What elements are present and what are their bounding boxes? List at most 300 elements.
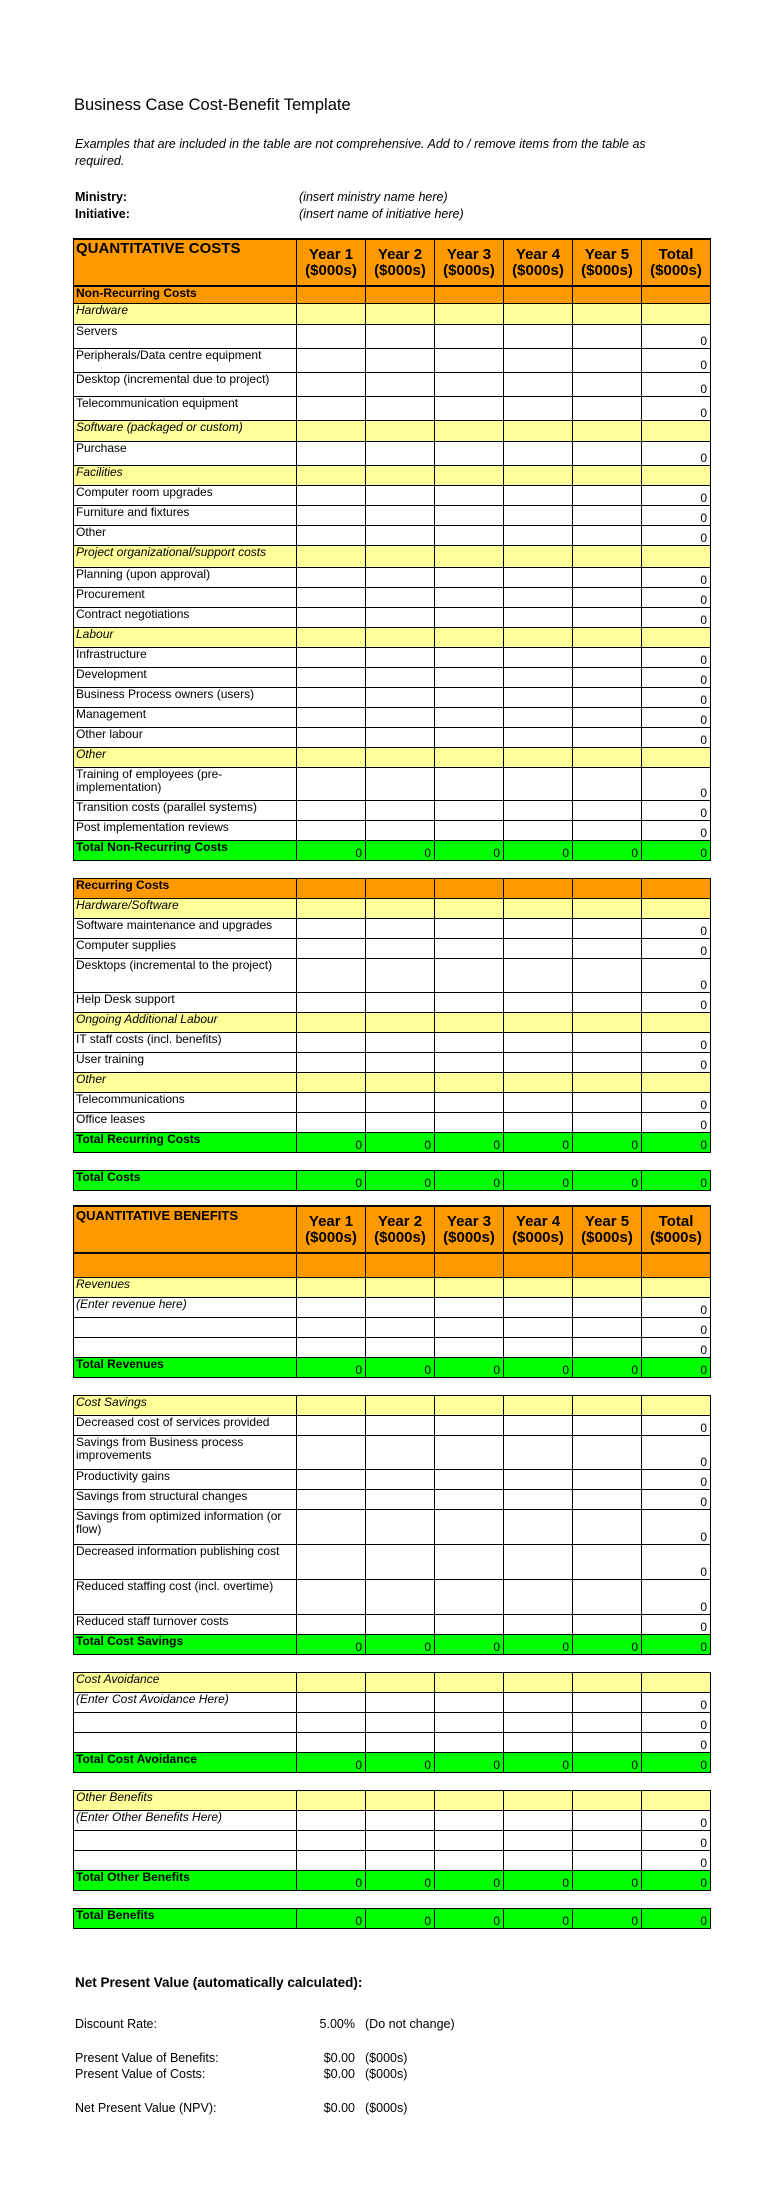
row-label[interactable]: Decreased information publishing cost (74, 1544, 297, 1579)
year-cell[interactable] (366, 1052, 435, 1072)
pv-benefits-unit: ($000s) (365, 2051, 408, 2065)
year-cell[interactable] (366, 1489, 435, 1509)
year-cell[interactable] (297, 1032, 366, 1052)
year-cell[interactable] (504, 1489, 573, 1509)
row-label[interactable]: (Enter Other Benefits Here) (74, 1810, 297, 1830)
year-cell[interactable] (297, 767, 366, 800)
year-cell[interactable] (297, 372, 366, 396)
year-cell[interactable] (573, 1415, 642, 1435)
year-cell[interactable] (366, 1469, 435, 1489)
year-cell[interactable] (435, 1469, 504, 1489)
year-cell[interactable] (573, 525, 642, 545)
year-cell[interactable] (435, 587, 504, 607)
year-cell[interactable] (504, 727, 573, 747)
year-cell[interactable] (297, 727, 366, 747)
year-cell[interactable] (573, 820, 642, 840)
year-cell[interactable] (573, 505, 642, 525)
year-cell[interactable] (366, 1850, 435, 1870)
row-label[interactable]: Computer supplies (74, 938, 297, 958)
row-label[interactable]: Furniture and fixtures (74, 505, 297, 525)
year-cell[interactable] (504, 587, 573, 607)
year-cell[interactable] (504, 372, 573, 396)
year-cell[interactable] (366, 1579, 435, 1614)
year-cell[interactable] (504, 1544, 573, 1579)
year-cell[interactable] (435, 992, 504, 1012)
year-cell[interactable] (297, 1489, 366, 1509)
row-label[interactable]: Post implementation reviews (74, 820, 297, 840)
year-cell[interactable] (366, 958, 435, 992)
year-cell[interactable] (297, 1112, 366, 1132)
year-cell[interactable] (366, 348, 435, 372)
year-cell[interactable] (435, 525, 504, 545)
year-cell[interactable] (297, 396, 366, 420)
year-cell[interactable] (297, 958, 366, 992)
year-cell[interactable] (366, 1032, 435, 1052)
year-cell[interactable] (504, 1732, 573, 1752)
year-cell[interactable] (366, 1337, 435, 1357)
row-label[interactable]: Savings from optimized information (or flow) (74, 1509, 297, 1544)
row-label[interactable]: Savings from structural changes (74, 1489, 297, 1509)
row-label[interactable]: Purchase (74, 441, 297, 465)
year-cell[interactable] (366, 1692, 435, 1712)
year-cell[interactable] (366, 1297, 435, 1317)
year-cell[interactable] (435, 324, 504, 348)
year-cell[interactable] (435, 1850, 504, 1870)
year-cell[interactable] (504, 348, 573, 372)
year-cell[interactable] (435, 1415, 504, 1435)
year-cell[interactable] (297, 485, 366, 505)
row-label[interactable] (74, 1850, 297, 1870)
year-cell[interactable] (504, 667, 573, 687)
year-cell[interactable] (366, 587, 435, 607)
year-cell[interactable] (297, 992, 366, 1012)
year-cell[interactable] (435, 348, 504, 372)
year-cell[interactable] (366, 485, 435, 505)
total-cell (642, 878, 711, 898)
year-cell[interactable] (573, 1712, 642, 1732)
year-cell[interactable] (297, 1317, 366, 1337)
year-cell[interactable] (573, 607, 642, 627)
row-label[interactable]: Office leases (74, 1112, 297, 1132)
year-cell[interactable] (297, 505, 366, 525)
year-cell[interactable] (366, 1415, 435, 1435)
year-cell[interactable] (366, 525, 435, 545)
row-label[interactable]: Desktop (incremental due to project) (74, 372, 297, 396)
year-cell[interactable] (297, 1509, 366, 1544)
year-cell[interactable] (435, 1509, 504, 1544)
costs-header-row (74, 239, 711, 286)
year-cell[interactable] (504, 1435, 573, 1469)
year-cell[interactable] (573, 958, 642, 992)
row-label[interactable]: Business Process owners (users) (74, 687, 297, 707)
year-cell[interactable] (366, 1317, 435, 1337)
year-cell[interactable] (504, 1032, 573, 1052)
year-cell[interactable] (504, 707, 573, 727)
year-cell[interactable] (435, 485, 504, 505)
year-cell (504, 1253, 573, 1277)
year-cell[interactable] (573, 1810, 642, 1830)
year-cell[interactable] (435, 727, 504, 747)
row-label[interactable]: Management (74, 707, 297, 727)
year-cell[interactable] (297, 918, 366, 938)
year-cell (297, 286, 366, 303)
year-cell[interactable] (573, 348, 642, 372)
year-cell: 0 (504, 840, 573, 860)
year-cell[interactable] (435, 1112, 504, 1132)
year-cell[interactable] (573, 485, 642, 505)
year-cell[interactable] (366, 992, 435, 1012)
year-cell[interactable] (297, 1810, 366, 1830)
year-cell[interactable] (504, 1579, 573, 1614)
year-cell[interactable] (366, 505, 435, 525)
total-cell: 0 (642, 687, 711, 707)
row-label[interactable] (74, 1317, 297, 1337)
year-cell[interactable] (504, 1712, 573, 1732)
year-cell[interactable] (573, 938, 642, 958)
year-cell[interactable] (504, 1337, 573, 1357)
year-cell (573, 303, 642, 324)
year-cell[interactable] (504, 396, 573, 420)
year-cell[interactable] (573, 1112, 642, 1132)
year-cell[interactable] (366, 1712, 435, 1732)
year-cell[interactable] (435, 396, 504, 420)
year-cell[interactable] (573, 1052, 642, 1072)
year-cell[interactable] (297, 1435, 366, 1469)
year-cell: 0 (573, 1870, 642, 1890)
row-label[interactable] (74, 1712, 297, 1732)
year-cell[interactable] (297, 1579, 366, 1614)
year-cell[interactable] (435, 1092, 504, 1112)
year-cell[interactable] (435, 1579, 504, 1614)
year-cell[interactable] (573, 687, 642, 707)
year-cell[interactable] (297, 707, 366, 727)
year-cell[interactable] (366, 820, 435, 840)
year-cell[interactable] (297, 324, 366, 348)
total-cell: 0 (642, 1870, 711, 1890)
row-label[interactable]: Reduced staffing cost (incl. overtime) (74, 1579, 297, 1614)
year-cell[interactable] (573, 324, 642, 348)
year-cell (435, 303, 504, 324)
year-cell[interactable] (297, 525, 366, 545)
year-cell[interactable] (504, 505, 573, 525)
year-cell[interactable] (366, 1092, 435, 1112)
year-cell[interactable] (504, 1509, 573, 1544)
year-cell[interactable] (573, 1692, 642, 1712)
row-label[interactable]: Peripherals/Data centre equipment (74, 348, 297, 372)
row-label[interactable]: Planning (upon approval) (74, 567, 297, 587)
line-item-row (74, 587, 711, 607)
year-cell[interactable] (504, 485, 573, 505)
year-cell[interactable] (504, 525, 573, 545)
category-row (74, 898, 711, 918)
year-cell[interactable] (504, 607, 573, 627)
row-label[interactable]: Servers (74, 324, 297, 348)
year-cell (573, 878, 642, 898)
year-cell[interactable] (366, 1435, 435, 1469)
year-cell[interactable] (435, 918, 504, 938)
total-cell (642, 1790, 711, 1810)
row-label[interactable]: Decreased cost of services provided (74, 1415, 297, 1435)
year-cell[interactable] (297, 1850, 366, 1870)
year-cell[interactable] (366, 707, 435, 727)
row-label[interactable] (74, 1337, 297, 1357)
row-label[interactable]: Transition costs (parallel systems) (74, 800, 297, 820)
year-cell[interactable] (573, 1579, 642, 1614)
year-cell[interactable] (573, 1850, 642, 1870)
year-cell[interactable] (366, 918, 435, 938)
year-cell[interactable] (435, 667, 504, 687)
year-cell[interactable] (366, 938, 435, 958)
year-cell[interactable] (573, 800, 642, 820)
year-cell[interactable] (573, 1732, 642, 1752)
year-cell[interactable] (366, 441, 435, 465)
year-cell[interactable] (435, 1317, 504, 1337)
total-cell (642, 465, 711, 485)
year-cell[interactable] (435, 1337, 504, 1357)
year-cell[interactable] (435, 1297, 504, 1317)
year-cell[interactable] (435, 1032, 504, 1052)
year-cell[interactable] (366, 687, 435, 707)
year-cell[interactable] (573, 647, 642, 667)
year-cell[interactable] (504, 918, 573, 938)
year-cell[interactable] (504, 820, 573, 840)
row-label[interactable]: User training (74, 1052, 297, 1072)
row-label[interactable]: Productivity gains (74, 1469, 297, 1489)
year-cell[interactable] (504, 1112, 573, 1132)
year-cell[interactable] (435, 938, 504, 958)
row-label[interactable]: Computer room upgrades (74, 485, 297, 505)
row-label[interactable]: Reduced staff turnover costs (74, 1614, 297, 1634)
row-label[interactable]: Help Desk support (74, 992, 297, 1012)
row-label[interactable]: Telecommunication equipment (74, 396, 297, 420)
year-cell[interactable] (435, 958, 504, 992)
pv-costs-value: $0.00 (323, 2067, 355, 2081)
year-cell[interactable] (366, 1112, 435, 1132)
year-cell[interactable] (297, 441, 366, 465)
row-label[interactable]: (Enter Cost Avoidance Here) (74, 1692, 297, 1712)
year-cell[interactable] (297, 1092, 366, 1112)
year-cell[interactable] (504, 1415, 573, 1435)
year-cell[interactable] (297, 1732, 366, 1752)
total-cell: 0 (642, 840, 711, 860)
year-cell[interactable] (435, 1614, 504, 1634)
year-cell[interactable] (573, 1317, 642, 1337)
initiative-value[interactable]: (insert name of initiative here) (299, 207, 464, 221)
year-cell[interactable] (435, 707, 504, 727)
year-cell[interactable] (504, 1830, 573, 1850)
year-cell[interactable] (435, 1692, 504, 1712)
year-cell[interactable] (504, 1692, 573, 1712)
row-label: Recurring Costs (74, 878, 297, 898)
total-cell (642, 1395, 711, 1415)
year-cell[interactable] (504, 324, 573, 348)
year-cell[interactable] (573, 1489, 642, 1509)
year-cell[interactable] (573, 992, 642, 1012)
year-cell (366, 420, 435, 441)
year-cell[interactable] (297, 1337, 366, 1357)
year-cell[interactable] (297, 687, 366, 707)
year-cell[interactable] (504, 1092, 573, 1112)
row-label[interactable] (74, 1732, 297, 1752)
year-cell[interactable] (573, 707, 642, 727)
year-cell[interactable] (297, 607, 366, 627)
year-cell[interactable] (504, 1297, 573, 1317)
year-cell[interactable] (573, 1614, 642, 1634)
year-cell[interactable] (366, 800, 435, 820)
year-cell[interactable] (435, 1544, 504, 1579)
year-cell[interactable] (573, 1469, 642, 1489)
year-cell[interactable] (435, 800, 504, 820)
column-header: Year 5 ($000s) (573, 1206, 642, 1253)
row-label[interactable]: Savings from Business process improvements (74, 1435, 297, 1469)
year-cell[interactable] (366, 1830, 435, 1850)
year-cell[interactable] (366, 324, 435, 348)
year-cell (366, 1253, 435, 1277)
year-cell[interactable] (435, 767, 504, 800)
year-cell (504, 878, 573, 898)
row-label[interactable]: Software maintenance and upgrades (74, 918, 297, 938)
year-cell[interactable] (573, 918, 642, 938)
year-cell[interactable] (366, 396, 435, 420)
row-label[interactable]: Infrastructure (74, 647, 297, 667)
year-cell[interactable] (435, 1435, 504, 1469)
year-cell[interactable] (504, 1469, 573, 1489)
year-cell[interactable] (297, 567, 366, 587)
year-cell[interactable] (504, 1317, 573, 1337)
year-cell[interactable] (435, 647, 504, 667)
year-cell[interactable] (573, 1830, 642, 1850)
year-cell[interactable] (297, 1415, 366, 1435)
year-cell[interactable] (366, 607, 435, 627)
row-label[interactable]: Development (74, 667, 297, 687)
year-cell[interactable] (573, 1297, 642, 1317)
year-cell[interactable] (297, 1052, 366, 1072)
year-cell[interactable] (573, 1509, 642, 1544)
year-cell[interactable] (435, 1712, 504, 1732)
year-cell[interactable] (435, 607, 504, 627)
year-cell[interactable] (366, 767, 435, 800)
year-cell[interactable] (435, 567, 504, 587)
year-cell[interactable] (573, 441, 642, 465)
year-cell[interactable] (366, 647, 435, 667)
year-cell[interactable] (366, 1732, 435, 1752)
year-cell[interactable] (504, 647, 573, 667)
year-cell[interactable] (366, 1614, 435, 1634)
year-cell[interactable] (573, 1435, 642, 1469)
year-cell[interactable] (366, 1810, 435, 1830)
year-cell[interactable] (573, 1544, 642, 1579)
row-label[interactable]: Other (74, 525, 297, 545)
year-cell[interactable] (435, 820, 504, 840)
year-cell[interactable] (504, 992, 573, 1012)
year-cell[interactable] (366, 372, 435, 396)
row-label[interactable] (74, 1830, 297, 1850)
year-cell[interactable] (435, 1732, 504, 1752)
discount-rate-note: (Do not change) (365, 2017, 455, 2031)
year-cell[interactable] (297, 800, 366, 820)
year-cell (504, 898, 573, 918)
year-cell[interactable] (573, 767, 642, 800)
row-label[interactable]: Desktops (incremental to the project) (74, 958, 297, 992)
total-row (74, 1634, 711, 1654)
year-cell[interactable] (573, 1092, 642, 1112)
year-cell[interactable] (297, 938, 366, 958)
row-label[interactable]: Contract negotiations (74, 607, 297, 627)
total-cell: 0 (642, 1489, 711, 1509)
year-cell[interactable] (504, 687, 573, 707)
year-cell[interactable] (435, 1052, 504, 1072)
year-cell[interactable] (297, 820, 366, 840)
year-cell[interactable] (504, 1850, 573, 1870)
year-cell[interactable] (435, 505, 504, 525)
row-label[interactable]: (Enter revenue here) (74, 1297, 297, 1317)
row-label[interactable]: Other labour (74, 727, 297, 747)
year-cell[interactable] (573, 1337, 642, 1357)
year-cell[interactable] (504, 441, 573, 465)
year-cell[interactable] (297, 1469, 366, 1489)
row-label: Total Non-Recurring Costs (74, 840, 297, 860)
year-cell[interactable] (297, 348, 366, 372)
year-cell[interactable] (435, 1830, 504, 1850)
year-cell[interactable] (297, 1297, 366, 1317)
row-label: Total Other Benefits (74, 1870, 297, 1890)
year-cell[interactable] (573, 1032, 642, 1052)
year-cell[interactable] (297, 1712, 366, 1732)
year-cell[interactable] (573, 727, 642, 747)
year-cell[interactable] (504, 1614, 573, 1634)
year-cell[interactable] (504, 1810, 573, 1830)
year-cell[interactable] (366, 667, 435, 687)
year-cell[interactable] (504, 567, 573, 587)
year-cell[interactable] (366, 727, 435, 747)
year-cell[interactable] (297, 667, 366, 687)
total-cell: 0 (642, 1579, 711, 1614)
pv-benefits-value: $0.00 (323, 2051, 355, 2065)
year-cell[interactable] (573, 372, 642, 396)
year-cell[interactable] (573, 567, 642, 587)
year-cell[interactable] (573, 587, 642, 607)
year-cell[interactable] (366, 1544, 435, 1579)
row-label[interactable]: Procurement (74, 587, 297, 607)
year-cell[interactable] (504, 800, 573, 820)
year-cell[interactable] (435, 372, 504, 396)
year-cell[interactable] (297, 1692, 366, 1712)
year-cell (435, 1395, 504, 1415)
year-cell[interactable] (297, 1830, 366, 1850)
year-cell[interactable] (435, 1810, 504, 1830)
year-cell[interactable] (504, 1052, 573, 1072)
year-cell[interactable] (504, 958, 573, 992)
year-cell[interactable] (366, 1509, 435, 1544)
year-cell[interactable] (504, 938, 573, 958)
year-cell[interactable] (297, 1544, 366, 1579)
row-label[interactable]: Telecommunications (74, 1092, 297, 1112)
year-cell[interactable] (435, 687, 504, 707)
year-cell[interactable] (435, 441, 504, 465)
row-label[interactable]: Training of employees (pre-implementation) (74, 767, 297, 800)
year-cell[interactable] (366, 567, 435, 587)
column-header: Year 1 ($000s) (297, 239, 366, 286)
ministry-value[interactable]: (insert ministry name here) (299, 190, 448, 204)
row-label[interactable]: IT staff costs (incl. benefits) (74, 1032, 297, 1052)
year-cell[interactable] (297, 1614, 366, 1634)
year-cell[interactable] (297, 587, 366, 607)
year-cell[interactable] (573, 667, 642, 687)
year-cell[interactable] (504, 767, 573, 800)
year-cell[interactable] (297, 647, 366, 667)
year-cell[interactable] (435, 1489, 504, 1509)
year-cell[interactable] (573, 396, 642, 420)
